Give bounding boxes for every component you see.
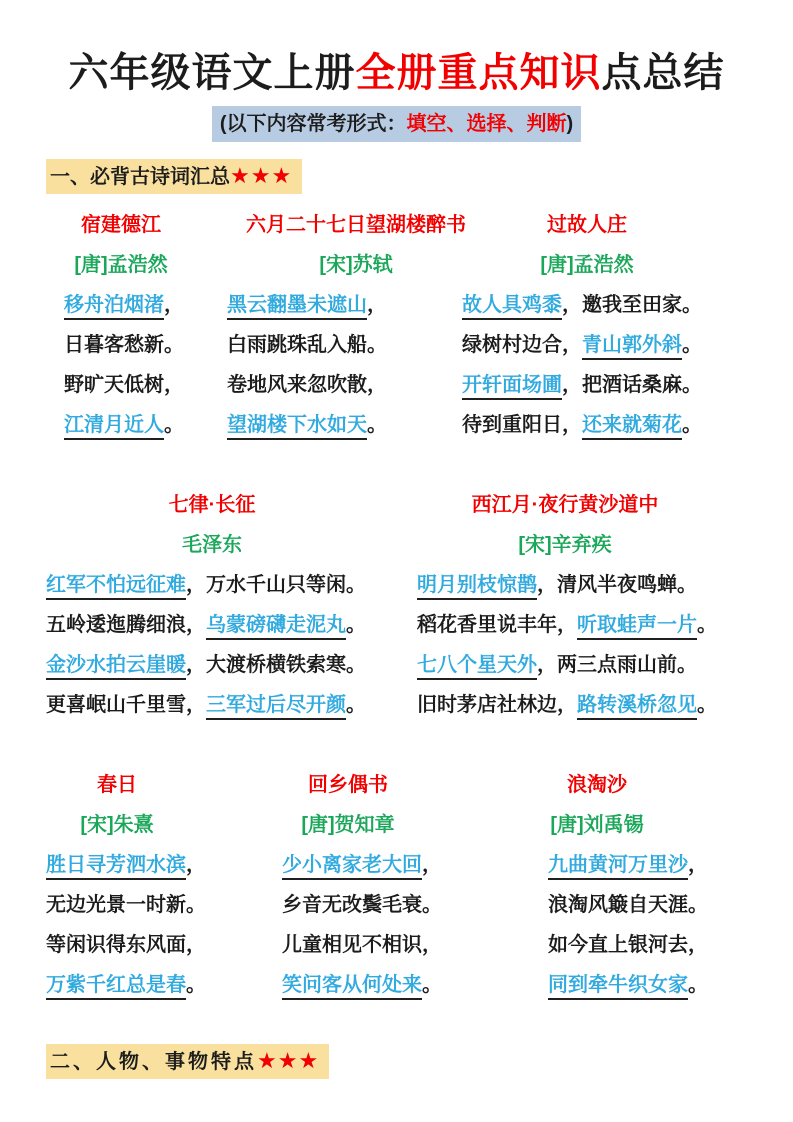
verse-text: 如今直上银河去， [548, 934, 708, 956]
poem-line [462, 285, 712, 325]
poem-row [0, 205, 793, 455]
poem [46, 485, 378, 725]
verse-text: 儿童相见不相识， [282, 934, 442, 956]
verse-text: ， [367, 294, 387, 316]
poem [46, 765, 208, 1005]
verse-text: 。 [346, 694, 366, 716]
verse-text: 。 [346, 614, 366, 636]
verse-text: 稻花香里说丰年， [417, 614, 577, 636]
poem-row [0, 765, 793, 1015]
subtitle-highlight [212, 106, 581, 142]
verse-text: ， [422, 854, 442, 876]
section-label: 一、必背古诗词汇总 [50, 166, 230, 188]
poem-line [462, 325, 712, 365]
poem-line [548, 925, 708, 965]
poem [64, 205, 184, 445]
verse-key-phrase: 江清月近人 [64, 414, 164, 440]
poem-title: 宿建德江 [81, 214, 161, 236]
verse-key-phrase: 少小离家老大回 [282, 854, 422, 880]
poem-line [282, 885, 442, 925]
poem-line [64, 365, 184, 405]
poem-line [548, 965, 708, 1005]
poem-line [462, 405, 712, 445]
verse-key-phrase: 明月别枝惊鹊 [417, 574, 537, 600]
poem-line [462, 365, 712, 405]
poem [462, 205, 712, 445]
verse-key-phrase: 九曲黄河万里沙 [548, 854, 688, 880]
poem-title: 浪淘沙 [567, 774, 627, 796]
poem-line [282, 925, 442, 965]
page-title-part: 点总结 [601, 51, 725, 95]
section-heading-poetry [46, 159, 302, 194]
verse-text: 。 [186, 974, 206, 996]
poem [227, 205, 485, 445]
poem-line [417, 605, 717, 645]
poem-author: [宋]朱熹 [80, 814, 154, 836]
poem-line [46, 845, 208, 885]
poem-line [227, 285, 485, 325]
verse-text: 浪淘风簸自天涯。 [548, 894, 708, 916]
subtitle-part: (以下内容常考形式： [219, 113, 407, 135]
verse-text: ，万水千山只等闲。 [186, 574, 366, 596]
verse-key-phrase: 青山郭外斜 [582, 334, 682, 360]
subtitle-exam-types: 填空、选择、判断 [406, 113, 567, 135]
verse-key-phrase: 听取蛙声一片 [577, 614, 697, 640]
poem-line [282, 845, 442, 885]
poem-line [548, 845, 708, 885]
poem-author: [唐]孟浩然 [540, 254, 634, 276]
poem-title: 七律·长征 [168, 494, 256, 516]
verse-text: 待到重阳日， [462, 414, 582, 436]
verse-key-phrase: 还来就菊花 [582, 414, 682, 440]
verse-key-phrase: 开轩面场圃 [462, 374, 562, 400]
verse-key-phrase: 红军不怕远征难 [46, 574, 186, 600]
poem-title: 春日 [97, 774, 137, 796]
poem-author: [唐]孟浩然 [74, 254, 168, 276]
verse-text: 白雨跳珠乱入船。 [227, 334, 387, 356]
page-title [0, 44, 793, 102]
poem-line [64, 325, 184, 365]
verse-text: ，邀我至田家。 [562, 294, 702, 316]
verse-key-phrase: 金沙水拍云崖暖 [46, 654, 186, 680]
page-title-part: 六年级语文上册 [68, 51, 356, 95]
poem-line [46, 965, 208, 1005]
poem-line [46, 605, 378, 645]
poem-line [227, 325, 485, 365]
verse-key-phrase: 移舟泊烟渚 [64, 294, 164, 320]
verse-text: 五岭逶迤腾细浪， [46, 614, 206, 636]
verse-key-phrase: 乌蒙磅礴走泥丸 [206, 614, 346, 640]
verse-text: 。 [367, 414, 387, 436]
poem-line [46, 645, 378, 685]
poem-author: [唐]刘禹锡 [550, 814, 644, 836]
poem-line [417, 645, 713, 685]
poem-line [46, 885, 208, 925]
verse-text: 野旷天低树， [64, 374, 184, 396]
poem-author: [宋]辛弃疾 [518, 534, 612, 556]
poem-line [46, 925, 208, 965]
poem-line [417, 565, 713, 605]
poem-title: 回乡偶书 [308, 774, 388, 796]
verse-text: 无边光景一时新。 [46, 894, 206, 916]
verse-text: ，清风半夜鸣蝉。 [537, 574, 697, 596]
subtitle-row [0, 106, 793, 142]
poem-row [0, 485, 793, 735]
verse-text: 乡音无改鬓毛衰。 [282, 894, 442, 916]
subtitle-part: ) [566, 113, 574, 135]
section-heading-characteristics [46, 1044, 329, 1079]
verse-text: 旧时茅店社林边， [417, 694, 577, 716]
verse-text: 等闲识得东风面， [46, 934, 206, 956]
poem [417, 485, 717, 725]
verse-text: 。 [697, 694, 717, 716]
verse-text: ， [186, 854, 206, 876]
verse-text: ，大渡桥横铁索寒。 [186, 654, 366, 676]
poem-line [282, 965, 442, 1005]
poem-line [548, 885, 708, 925]
verse-text: 。 [682, 334, 702, 356]
verse-key-phrase: 万紫千红总是春 [46, 974, 186, 1000]
page-title-red-part: 全册重点知识 [355, 51, 602, 95]
poem-line [227, 405, 485, 445]
poem-line [46, 565, 378, 605]
poem-title: 过故人庄 [547, 214, 627, 236]
verse-text: 。 [682, 414, 702, 436]
verse-key-phrase: 路转溪桥忽见 [577, 694, 697, 720]
poem-line [227, 365, 485, 405]
poem-author: 毛泽东 [182, 534, 242, 556]
section-stars-icon: ★★★ [257, 1048, 320, 1073]
verse-key-phrase: 三军过后尽开颜 [206, 694, 346, 720]
verse-text: ，把酒话桑麻。 [562, 374, 702, 396]
verse-text: 。 [422, 974, 442, 996]
poem-line [64, 285, 184, 325]
verse-key-phrase: 黑云翻墨未遮山 [227, 294, 367, 320]
verse-text: 更喜岷山千里雪， [46, 694, 206, 716]
verse-key-phrase: 胜日寻芳泗水滨 [46, 854, 186, 880]
verse-text: ， [688, 854, 708, 876]
verse-text: ，两三点雨山前。 [537, 654, 697, 676]
poem-author: [宋]苏轼 [319, 254, 393, 276]
poem-line [46, 685, 378, 725]
verse-key-phrase: 笑问客从何处来 [282, 974, 422, 1000]
verse-text: 。 [688, 974, 708, 996]
verse-key-phrase: 故人具鸡黍 [462, 294, 562, 320]
verse-key-phrase: 同到牵牛织女家 [548, 974, 688, 1000]
verse-text: 卷地风来忽吹散， [227, 374, 387, 396]
poem [282, 765, 442, 1005]
verse-text: ， [164, 294, 184, 316]
poem-line [64, 405, 184, 445]
verse-text: 日暮客愁新。 [64, 334, 184, 356]
section-label: 二、人物、事物特点 [50, 1051, 257, 1073]
verse-text: 。 [164, 414, 184, 436]
poem [548, 765, 708, 1005]
poem-title: 西江月·夜行黄沙道中 [471, 494, 659, 516]
section-stars-icon: ★★★ [230, 163, 293, 188]
verse-key-phrase: 望湖楼下水如天 [227, 414, 367, 440]
verse-key-phrase: 七八个星天外 [417, 654, 537, 680]
poem-line [417, 685, 717, 725]
verse-text: 。 [697, 614, 717, 636]
poem-author: [唐]贺知章 [301, 814, 395, 836]
verse-text: 绿树村边合， [462, 334, 582, 356]
poem-title: 六月二十七日望湖楼醉书 [246, 214, 466, 236]
